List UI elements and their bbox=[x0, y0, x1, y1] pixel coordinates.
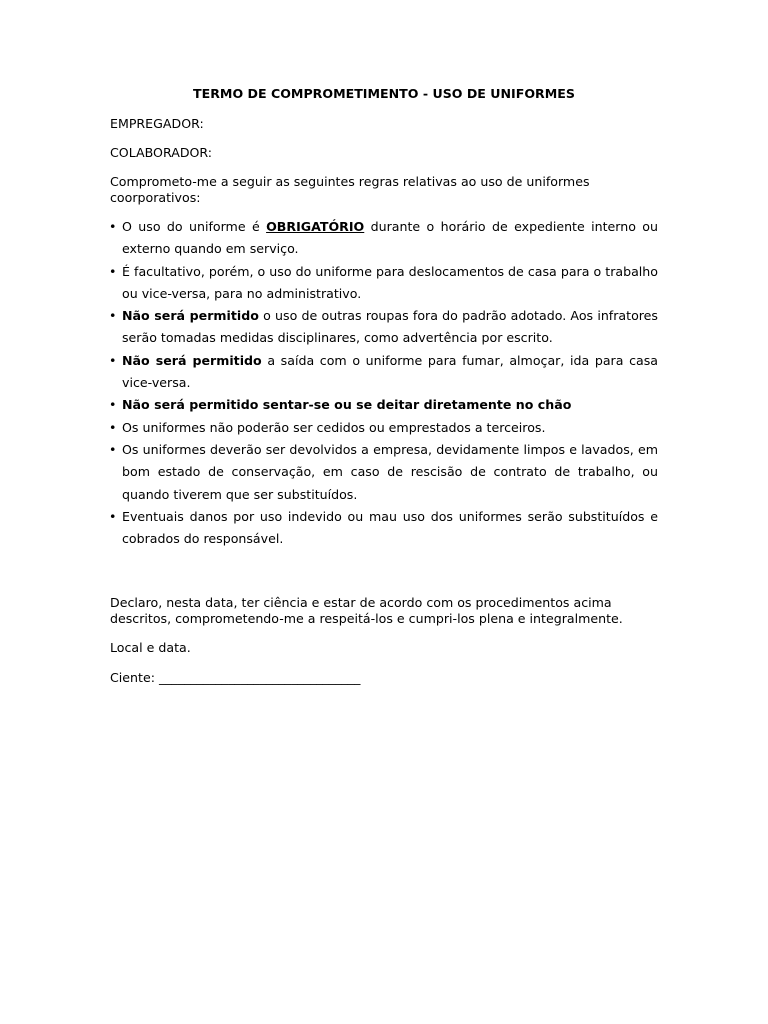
rule-text: durante o horário de expediente interno ou externo quando em serviço. bbox=[122, 219, 658, 257]
bullet-icon: • bbox=[109, 397, 117, 413]
rule-item-damages bbox=[110, 506, 658, 551]
rule-text: Os uniformes deverão ser devolvidos a empresa, devidamente limpos e lavados, em bom estado de conservação, em caso de rescisão de contrato de trabalho, ou quando tiverem que ser substituídos. bbox=[122, 441, 658, 502]
bullet-icon: • bbox=[109, 219, 117, 234]
collaborator-field-label: COLABORADOR: bbox=[110, 145, 213, 160]
bullet-icon: • bbox=[109, 441, 117, 457]
rule-item-optional-commute bbox=[110, 261, 658, 306]
rule-item-other-clothes bbox=[110, 305, 658, 350]
rules-list bbox=[110, 216, 658, 550]
rule-text: O uso do uniforme é bbox=[122, 219, 267, 234]
rule-text: Eventuais danos por uso indevido ou mau uso dos uniformes serão substituídos e cobrados do responsável. bbox=[122, 508, 658, 547]
rule-text: É facultativo, porém, o uso do uniforme para deslocamentos de casa para o trabalho ou vice-versa, para no administrativo. bbox=[122, 263, 658, 301]
local-date-label: Local e data. bbox=[110, 640, 191, 655]
intro-paragraph: Comprometo-me a seguir as seguintes regras relativas ao uso de uniformes coorporativos: bbox=[110, 174, 590, 205]
rule-item-return bbox=[110, 439, 658, 506]
rule-bold-text: Não será permitido bbox=[122, 352, 262, 368]
rule-emphasis: OBRIGATÓRIO bbox=[266, 219, 365, 234]
document-title: TERMO DE COMPROMETIMENTO - USO DE UNIFORMES bbox=[193, 86, 575, 101]
rule-bold-text: Não será permitido bbox=[122, 308, 259, 324]
rule-text: a saída com o uniforme para fumar, almoçar, ida para casa vice-versa. bbox=[122, 352, 658, 391]
declaration-paragraph: Declaro, nesta data, ter ciência e estar de acordo com os procedimentos acima descritos, comprometendo-me a respeitá-los e cumpri-los plena e integralmente. bbox=[110, 595, 623, 626]
rule-item-leaving-uniform bbox=[110, 350, 658, 395]
bullet-icon: • bbox=[109, 352, 117, 368]
bullet-icon: • bbox=[109, 308, 117, 324]
rule-item-lending bbox=[110, 417, 658, 439]
rule-bold-text: Não será permitido sentar-se ou se deitar diretamente no chão bbox=[122, 397, 572, 413]
bullet-icon: • bbox=[109, 419, 117, 435]
signature-line: Ciente: ________________________________ bbox=[110, 670, 361, 685]
bullet-icon: • bbox=[109, 508, 117, 524]
rule-item-floor bbox=[110, 394, 658, 416]
rule-text: o uso de outras roupas fora do padrão adotado. Aos infratores serão tomadas medidas disciplinares, como advertência por escrito. bbox=[122, 308, 658, 346]
rule-text: Os uniformes não poderão ser cedidos ou emprestados a terceiros. bbox=[122, 419, 546, 435]
rule-item-mandatory bbox=[110, 216, 658, 261]
bullet-icon: • bbox=[109, 263, 117, 279]
employer-field-label: EMPREGADOR: bbox=[110, 116, 204, 131]
